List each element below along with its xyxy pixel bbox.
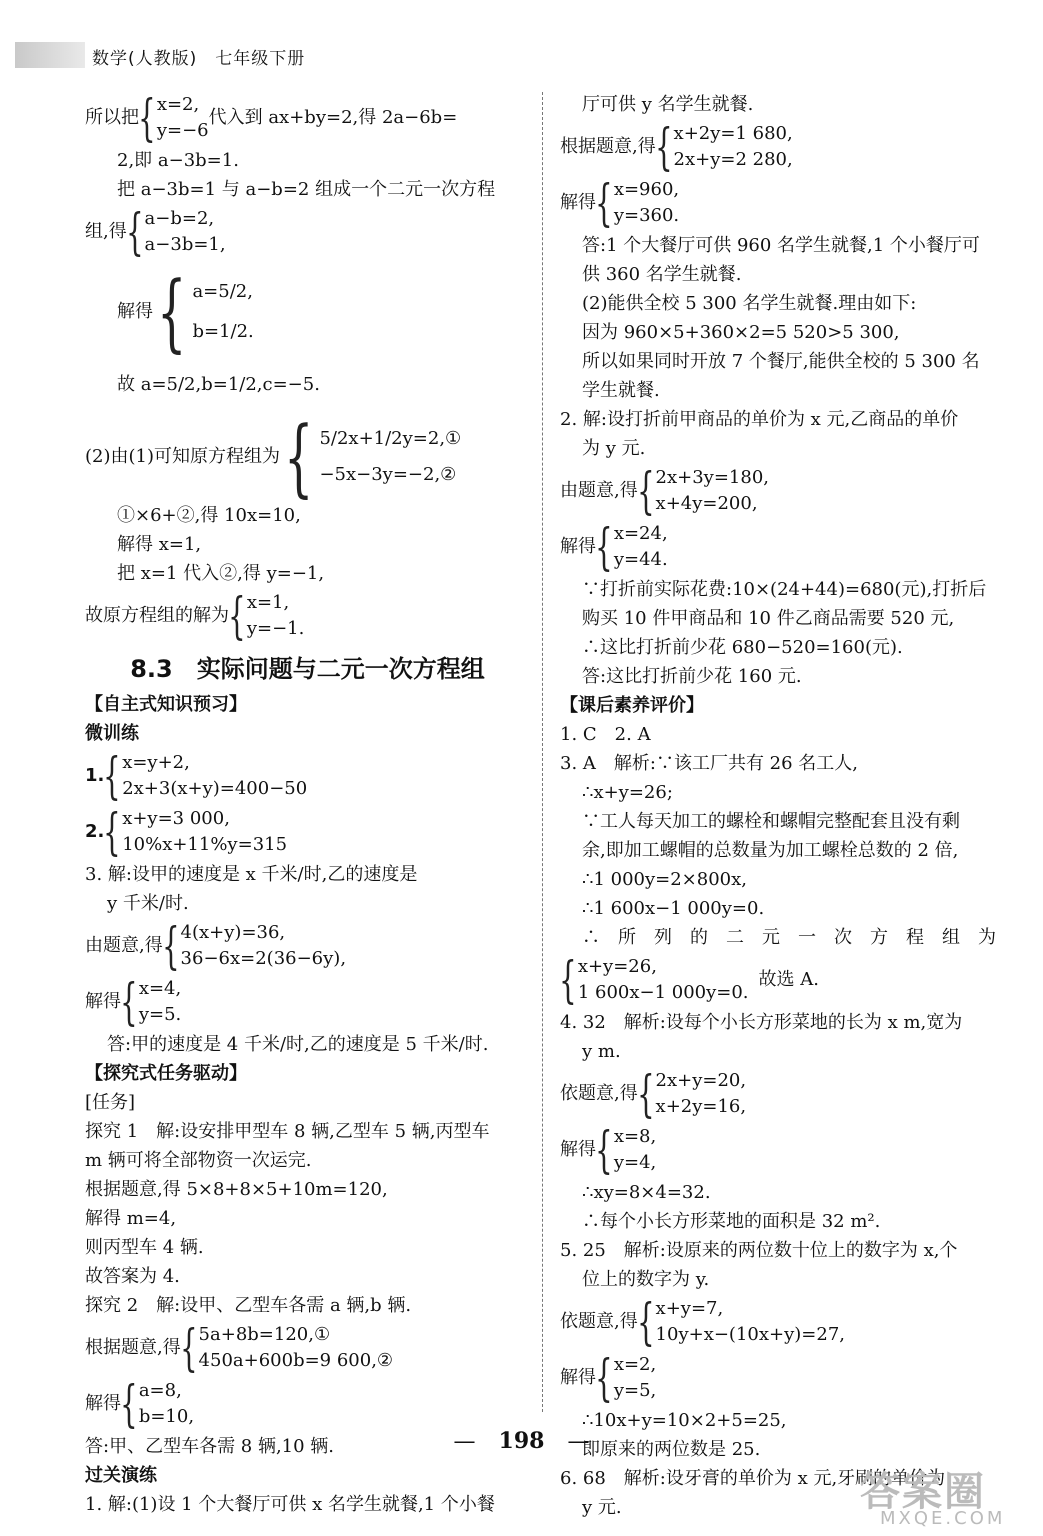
page-number: — 198 —: [453, 1428, 590, 1454]
system-line: { x+y=26, 1 600x−1 000y=0. 故选 A.: [559, 951, 819, 1009]
sub-heading: 过关演练: [85, 1465, 157, 1486]
system-line: 依题意,得 { 2x+y=20, x+2y=16,: [560, 1065, 747, 1123]
text-line: 答:甲的速度是 4 千米/时,乙的速度是 5 千米/时.: [107, 1034, 489, 1055]
brace-icon: {: [595, 174, 613, 232]
text-line: 2. 解:设打折前甲商品的单价为 x 元,乙商品的单价: [560, 409, 959, 430]
system-line: 解得 { a=8, b=10,: [85, 1375, 195, 1433]
text-line: y m.: [582, 1041, 621, 1062]
text-line: 6. 68 解析:设牙膏的单价为 x 元,牙刷的单价为: [560, 1468, 946, 1489]
brace-icon: {: [161, 917, 180, 975]
text-line: ①×6+②,得 10x=10,: [117, 505, 301, 526]
system-line: 解得 { x=2, y=5,: [560, 1349, 657, 1407]
text-line: 购买 10 件甲商品和 10 件乙商品需要 520 元,: [582, 608, 955, 629]
section-heading: 【课后素养评价】: [560, 695, 704, 716]
text-line: 即原来的两位数是 25.: [582, 1439, 761, 1460]
section-heading: 【自主式知识预习】: [85, 694, 247, 715]
text-line: 解得 m=4,: [85, 1208, 177, 1229]
system-line: 故原方程组的解为 { x=1, y=−1.: [85, 587, 305, 645]
system-line: 解得 { x=24, y=44.: [560, 518, 668, 576]
brace-icon: {: [284, 408, 314, 506]
brace-icon: {: [228, 587, 246, 645]
brace-icon: {: [595, 1121, 613, 1179]
watermark-url: MXQE.COM: [880, 1508, 1006, 1529]
sub-heading: 微训练: [85, 723, 139, 744]
text-line: 2,即 a−3b=1.: [117, 150, 239, 171]
text-line: 1. 解:(1)设 1 个大餐厅可供 x 名学生就餐,1 个小餐: [85, 1494, 495, 1515]
text-line: 厅可供 y 名学生就餐.: [582, 94, 754, 115]
text-line: 故答案为 4.: [85, 1266, 180, 1287]
text-line: m 辆可将全部物资一次运完.: [85, 1150, 312, 1171]
brace-icon: {: [595, 1349, 613, 1407]
system-line: (2)由(1)可知原方程组为 { 5/2x+1/2y=2,① −5x−3y=−2,②: [85, 408, 462, 506]
system-line: 依题意,得 { x+y=7, 10y+x−(10x+y)=27,: [560, 1293, 845, 1351]
header-decoration: [15, 42, 85, 68]
text-line: 则丙型车 4 辆.: [85, 1237, 204, 1258]
system-line: 组,得 { a−b=2, a−3b=1,: [85, 203, 226, 261]
brace-icon: {: [179, 1319, 198, 1377]
watermark-logo: 答案圈: [860, 1469, 986, 1515]
text-line: ∵工人每天加工的螺栓和螺帽完整配套且没有剩: [582, 811, 960, 832]
text-line: 5. 25 解析:设原来的两位数十位上的数字为 x,个: [560, 1240, 958, 1261]
system-line: 解得 { x=8, y=4,: [560, 1121, 657, 1179]
header-title: 数学(人教版) 七年级下册: [92, 49, 306, 69]
system-line: 2. { x+y=3 000, 10%x+11%y=315: [85, 803, 288, 861]
text-line: 3. A 解析:∵该工厂共有 26 名工人,: [560, 753, 859, 774]
system-line: 根据题意,得 { x+2y=1 680, 2x+y=2 280,: [560, 118, 793, 176]
section-title: 8.3 实际问题与二元一次方程组: [130, 655, 485, 683]
brace-icon: {: [120, 973, 138, 1031]
brace-icon: {: [103, 803, 122, 861]
text-line: 余,即加工螺帽的总数量为加工螺栓总数的 2 倍,: [582, 840, 959, 861]
text-line: ∴1 000y=2×800x,: [582, 869, 747, 890]
system-line: 所以把 { x=2, y=−6 代入到 ax+by=2,得 2a−6b=: [85, 89, 458, 147]
system-line: 由题意,得 { 4(x+y)=36, 36−6x=2(36−6y),: [85, 917, 347, 975]
system-line: 由题意,得 { 2x+3y=180, x+4y=200,: [560, 462, 770, 520]
system-line: 解得 { x=4, y=5.: [85, 973, 182, 1031]
text-line: 位上的数字为 y.: [582, 1269, 710, 1290]
system-line: 1. { x=y+2, 2x+3(x+y)=400−50: [85, 747, 308, 805]
text-line: 解得 x=1,: [117, 534, 202, 555]
text-line: ∴1 600x−1 000y=0.: [582, 898, 765, 919]
text-line: 学生就餐.: [582, 380, 660, 401]
sub-heading: [任务]: [85, 1092, 136, 1113]
column-divider: [542, 92, 543, 1412]
text-line: y 元.: [582, 1497, 622, 1518]
text-line: 答:这比打折前少花 160 元.: [582, 666, 802, 687]
text-line: ∴每个小长方形菜地的面积是 32 m².: [582, 1211, 881, 1232]
text-line: 供 360 名学生就餐.: [582, 264, 742, 285]
text-line: ∴10x+y=10×2+5=25,: [582, 1410, 787, 1431]
text-line: 探究 2 解:设甲、乙型车各需 a 辆,b 辆.: [85, 1295, 412, 1316]
text-line: 3. 解:设甲的速度是 x 千米/时,乙的速度是: [85, 864, 418, 885]
text-line: 探究 1 解:设安排甲型车 8 辆,乙型车 5 辆,丙型车: [85, 1121, 490, 1142]
text-line: (2)能供全校 5 300 名学生就餐.理由如下:: [582, 293, 917, 314]
brace-icon: {: [636, 462, 655, 520]
brace-icon: {: [125, 203, 144, 261]
text-line: 故 a=5/2,b=1/2,c=−5.: [117, 374, 320, 395]
text-line: ∴ 所 列 的 二 元 一 次 方 程 组 为: [582, 927, 996, 948]
brace-icon: {: [636, 1293, 655, 1351]
brace-icon: {: [138, 89, 156, 147]
text-line: ∴xy=8×4=32.: [582, 1182, 711, 1203]
text-line: 答:甲、乙型车各需 8 辆,10 辆.: [85, 1436, 335, 1457]
brace-icon: {: [636, 1065, 655, 1123]
text-line: ∴这比打折前少花 680−520=160(元).: [582, 637, 903, 658]
text-line: 所以如果同时开放 7 个餐厅,能供全校的 5 300 名: [582, 351, 980, 372]
brace-icon: {: [103, 747, 122, 805]
text-line: 4. 32 解析:设每个小长方形菜地的长为 x m,宽为: [560, 1012, 963, 1033]
left-column: [85, 90, 530, 1519]
text-line: 把 a−3b=1 与 a−b=2 组成一个二元一次方程: [117, 179, 496, 200]
brace-icon: {: [559, 951, 577, 1009]
text-line: ∵打折前实际花费:10×(24+44)=680(元),打折后: [582, 579, 987, 600]
text-line: 答:1 个大餐厅可供 960 名学生就餐,1 个小餐厅可: [582, 235, 980, 256]
text-line: ∴x+y=26;: [582, 782, 673, 803]
brace-icon: {: [120, 1375, 138, 1433]
right-column: [560, 90, 1000, 1522]
text-line: 为 y 元.: [582, 438, 646, 459]
system-line: 解得 { x=960, y=360.: [560, 174, 680, 232]
text-line: 把 x=1 代入②,得 y=−1,: [117, 563, 325, 584]
system-line: 根据题意,得 { 5a+8b=120,① 450a+600b=9 600,②: [85, 1319, 394, 1377]
brace-icon: {: [595, 518, 613, 576]
text-line: 根据题意,得 5×8+8×5+10m=120,: [85, 1179, 388, 1200]
text-line: 因为 960×5+360×2=5 520>5 300,: [582, 322, 900, 343]
system-line: 解得 { a=5/2, b=1/2.: [117, 263, 254, 361]
text-line: y 千米/时.: [107, 893, 189, 914]
section-heading: 【探究式任务驱动】: [85, 1063, 247, 1084]
brace-icon: {: [157, 263, 187, 361]
brace-icon: {: [654, 118, 673, 176]
text-line: 1. C 2. A: [560, 724, 651, 745]
